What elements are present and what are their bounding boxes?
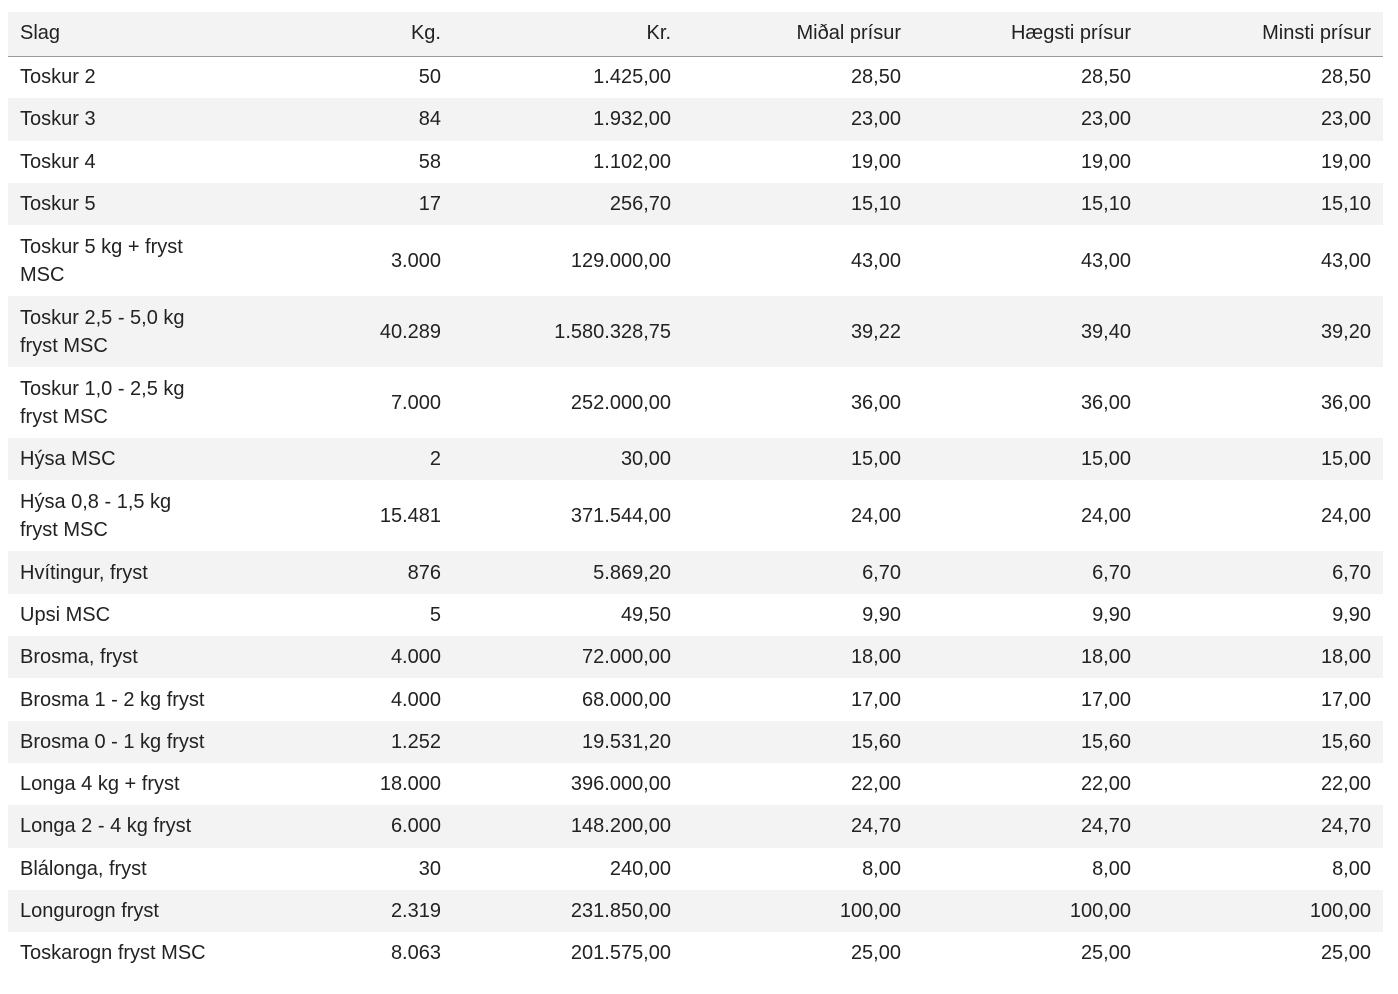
cell-slag: Toskur 5 kg + fryst MSC (20, 235, 183, 286)
table-row (8, 367, 1383, 438)
cell-midal-prisur: 100,00 (839, 900, 901, 922)
cell-midal-prisur: 8,00 (862, 857, 901, 880)
cell-slag: Brosma 1 - 2 kg fryst (20, 688, 205, 711)
cell-kr: 1.580.328,75 (554, 320, 671, 343)
cell-kr: 256,70 (609, 193, 671, 216)
cell-midal-prisur: 22,00 (850, 773, 901, 796)
cell-kg: 84 (418, 108, 441, 131)
cell-midal-prisur: 43,00 (850, 249, 901, 272)
cell-midal-prisur: 28,50 (850, 66, 901, 89)
cell-haegsti-prisur: 100,00 (1069, 900, 1131, 922)
table-row (8, 438, 1383, 480)
cell-kg: 6.000 (390, 815, 441, 838)
cell-kg: 17 (418, 193, 441, 216)
table-row (8, 296, 1383, 367)
table-body (8, 56, 1383, 974)
cell-slag: Longa 4 kg + fryst (20, 773, 180, 796)
column-header-minsti-prisur[interactable]: Minsti prísur (1143, 12, 1383, 56)
cell-kg: 876 (407, 561, 441, 584)
cell-slag: Toskur 3 (20, 108, 96, 131)
cell-minsti-prisur: 15,60 (1320, 730, 1371, 753)
table-row (8, 848, 1383, 890)
cell-slag: Hvítingur, fryst (20, 561, 148, 584)
price-table (8, 12, 1383, 974)
cell-kr: 19.531,20 (582, 730, 671, 753)
cell-haegsti-prisur: 9,90 (1092, 603, 1131, 626)
cell-haegsti-prisur: 15,60 (1080, 730, 1131, 753)
column-header-slag[interactable]: Slag (8, 12, 208, 56)
cell-slag: Longurogn fryst (20, 900, 159, 922)
cell-midal-prisur: 25,00 (850, 942, 901, 965)
cell-minsti-prisur: 23,00 (1320, 108, 1371, 131)
cell-minsti-prisur: 28,50 (1320, 66, 1371, 89)
cell-haegsti-prisur: 15,00 (1080, 448, 1131, 471)
cell-slag: Brosma, fryst (20, 646, 138, 669)
cell-kr: 371.544,00 (570, 504, 671, 527)
cell-minsti-prisur: 19,00 (1320, 150, 1371, 173)
cell-haegsti-prisur: 6,70 (1092, 561, 1131, 584)
cell-midal-prisur: 39,22 (850, 320, 901, 343)
cell-kg: 2.319 (390, 900, 441, 922)
cell-slag: Hýsa 0,8 - 1,5 kg fryst MSC (20, 490, 172, 541)
column-header-midal-prisur[interactable]: Miðal prísur (683, 12, 913, 56)
cell-minsti-prisur: 43,00 (1320, 249, 1371, 272)
cell-kg: 7.000 (390, 391, 441, 414)
column-header-kr[interactable]: Kr. (453, 12, 683, 56)
table-row (8, 141, 1383, 183)
cell-minsti-prisur: 22,00 (1320, 773, 1371, 796)
cell-minsti-prisur: 24,00 (1320, 504, 1371, 527)
cell-haegsti-prisur: 17,00 (1080, 688, 1131, 711)
cell-minsti-prisur: 15,10 (1320, 193, 1371, 216)
cell-midal-prisur: 15,60 (850, 730, 901, 753)
cell-kg: 3.000 (390, 249, 441, 272)
table-row (8, 721, 1383, 763)
header-row (8, 12, 1383, 56)
cell-minsti-prisur: 17,00 (1320, 688, 1371, 711)
cell-minsti-prisur: 25,00 (1320, 942, 1371, 965)
cell-kg: 58 (418, 150, 441, 173)
cell-slag: Upsi MSC (20, 603, 111, 626)
cell-kr: 5.869,20 (593, 561, 671, 584)
table-row (8, 551, 1383, 593)
cell-haegsti-prisur: 18,00 (1080, 646, 1131, 669)
cell-kg: 5 (429, 603, 441, 626)
cell-slag: Blálonga, fryst (20, 857, 147, 880)
table-row (8, 594, 1383, 636)
cell-haegsti-prisur: 22,00 (1080, 773, 1131, 796)
cell-kr: 72.000,00 (582, 646, 671, 669)
cell-haegsti-prisur: 36,00 (1080, 391, 1131, 414)
table-row (8, 225, 1383, 296)
cell-slag: Toskur 2,5 - 5,0 kg fryst MSC (20, 306, 185, 357)
cell-kg: 8.063 (390, 942, 441, 965)
cell-minsti-prisur: 15,00 (1320, 448, 1371, 471)
cell-midal-prisur: 15,00 (850, 448, 901, 471)
cell-slag: Toskur 5 (20, 193, 96, 216)
cell-kr: 240,00 (609, 857, 671, 880)
cell-midal-prisur: 36,00 (850, 391, 901, 414)
cell-slag: Hýsa MSC (20, 448, 116, 471)
cell-haegsti-prisur: 23,00 (1080, 108, 1131, 131)
cell-slag: Longa 2 - 4 kg fryst (20, 815, 192, 838)
cell-kr: 252.000,00 (570, 391, 671, 414)
cell-midal-prisur: 19,00 (850, 150, 901, 173)
cell-midal-prisur: 24,70 (850, 815, 901, 838)
cell-haegsti-prisur: 39,40 (1080, 320, 1131, 343)
cell-kg: 30 (418, 857, 441, 880)
cell-haegsti-prisur: 8,00 (1092, 857, 1131, 880)
cell-kr: 148.200,00 (570, 815, 671, 838)
cell-kr: 201.575,00 (570, 942, 671, 965)
cell-slag: Toskur 1,0 - 2,5 kg fryst MSC (20, 377, 185, 428)
cell-midal-prisur: 15,10 (850, 193, 901, 216)
cell-kr: 49,50 (620, 603, 671, 626)
cell-minsti-prisur: 18,00 (1320, 646, 1371, 669)
table-row (8, 678, 1383, 720)
cell-minsti-prisur: 36,00 (1320, 391, 1371, 414)
table-row (8, 56, 1383, 98)
cell-midal-prisur: 6,70 (862, 561, 901, 584)
column-header-haegsti-prisur[interactable]: Hægsti prísur (913, 12, 1143, 56)
table-row (8, 932, 1383, 974)
cell-haegsti-prisur: 28,50 (1080, 66, 1131, 89)
cell-minsti-prisur: 100,00 (1309, 900, 1371, 922)
cell-midal-prisur: 17,00 (850, 688, 901, 711)
cell-haegsti-prisur: 25,00 (1080, 942, 1131, 965)
cell-kr: 68.000,00 (582, 688, 671, 711)
cell-kr: 129.000,00 (570, 249, 671, 272)
cell-kg: 15.481 (379, 504, 441, 527)
cell-kg: 18.000 (379, 773, 441, 796)
table-row (8, 480, 1383, 551)
cell-kg: 4.000 (390, 646, 441, 669)
cell-haegsti-prisur: 24,00 (1080, 504, 1131, 527)
cell-midal-prisur: 9,90 (862, 603, 901, 626)
table-row (8, 805, 1383, 847)
cell-kg: 50 (418, 66, 441, 89)
cell-haegsti-prisur: 19,00 (1080, 150, 1131, 173)
cell-slag: Toskur 4 (20, 150, 96, 173)
table-row (8, 98, 1383, 140)
cell-minsti-prisur: 24,70 (1320, 815, 1371, 838)
price-table-container (8, 12, 1383, 974)
cell-midal-prisur: 18,00 (850, 646, 901, 669)
table-row (8, 183, 1383, 225)
cell-kr: 1.102,00 (593, 150, 671, 173)
cell-kg: 4.000 (390, 688, 441, 711)
column-header-kg[interactable]: Kg. (208, 12, 453, 56)
table-row (8, 890, 1383, 932)
cell-haegsti-prisur: 24,70 (1080, 815, 1131, 838)
cell-kr: 1.932,00 (593, 108, 671, 131)
cell-minsti-prisur: 8,00 (1332, 857, 1371, 880)
cell-kg: 2 (429, 448, 441, 471)
cell-midal-prisur: 24,00 (850, 504, 901, 527)
cell-kg: 40.289 (379, 320, 441, 343)
cell-midal-prisur: 23,00 (850, 108, 901, 131)
cell-slag: Toskur 2 (20, 66, 96, 89)
cell-minsti-prisur: 39,20 (1320, 320, 1371, 343)
cell-kr: 231.850,00 (570, 900, 671, 922)
table-header (8, 12, 1383, 56)
cell-slag: Toskarogn fryst MSC (20, 942, 206, 965)
cell-kr: 1.425,00 (593, 66, 671, 89)
cell-haegsti-prisur: 15,10 (1080, 193, 1131, 216)
cell-slag: Brosma 0 - 1 kg fryst (20, 730, 205, 753)
cell-kr: 396.000,00 (570, 773, 671, 796)
table-row (8, 763, 1383, 805)
table-row (8, 636, 1383, 678)
cell-kr: 30,00 (620, 448, 671, 471)
cell-haegsti-prisur: 43,00 (1080, 249, 1131, 272)
cell-minsti-prisur: 9,90 (1332, 603, 1371, 626)
cell-kg: 1.252 (390, 730, 441, 753)
cell-minsti-prisur: 6,70 (1332, 561, 1371, 584)
